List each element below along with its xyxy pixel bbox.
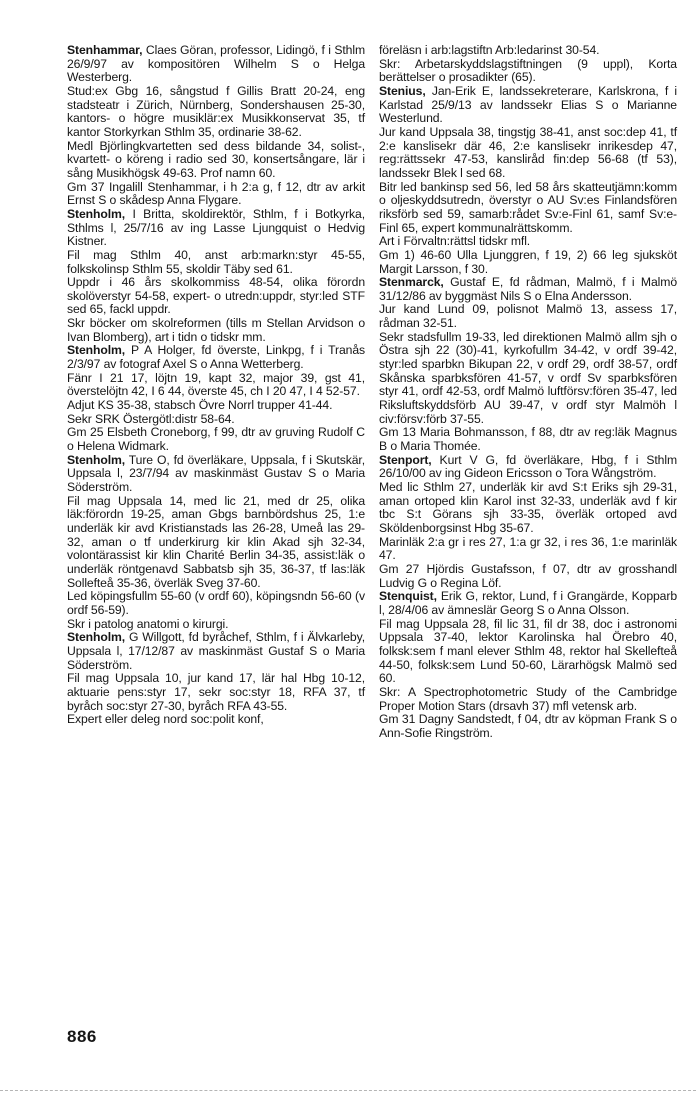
scan-edge-divider (0, 1090, 696, 1091)
entry-heading-paragraph (379, 85, 677, 126)
entry-paragraph: Gm 1) 46-60 Ulla Ljunggren, f 19, 2) 66 leg sjuksköt Margit Larsson, f 30. (379, 247, 677, 276)
entry-paragraph: Gm 31 Dagny Sandstedt, f 04, dtr av köpman Frank S o Ann-Sofie Ringström. (379, 712, 677, 740)
entry-paragraph: Sekr stadsfullm 19-33, led direktionen Malmö allm sjh o Östra sjh 22 (30)-41, kyrkofullm 34-42, v ordf 39-42, styr:led sparbkn Bikupan 22, v ordf 29, ordf 38-57, ordf Skånska sparbksfören 41-57, v ordf Sv sparbksfören styr 41, ordf 42-53, ordf Malmö luftförsv:fören 35-47, led Riksluftskyddsförb AU 39-47, v ordf styr Malmöh l civ:försv:förb 37-55. (379, 329, 677, 426)
entry-paragraph: Skr böcker om skolreformen (tills m Stellan Arvidson o Ivan Blomberg), art i tidn o tidskr mm. (67, 316, 365, 344)
left-column (67, 44, 365, 727)
entry-heading-paragraph (67, 344, 365, 371)
entry-heading-paragraph (379, 454, 677, 481)
entry-description: I Britta, skoldirektör, Sthlm, f i Botkyrka, Sthlms l, 25/7/16 av ing Lasse Ljungquist o Hedvig Kistner. (67, 206, 365, 249)
entry-surname: Stenmarck, (379, 275, 444, 290)
entry-paragraph: Jur kand Uppsala 38, tingstjg 38-41, anst soc:dep 41, tf 2:e kanslisekr där 46, 2:e kanslisekr inrikesdep 47, reg:rättssekr 47-53, kansliråd fin:dep 56-68 (tf 53), landssekr Blek l sed 68. (379, 124, 677, 180)
entry-paragraph: Marinläk 2:a gr i res 27, 1:a gr 32, i res 36, 1:e marinläk 47. (379, 534, 677, 563)
entry-surname: Stenholm, (67, 206, 126, 221)
entry-paragraph: Sekr SRK Östergötl:distr 58-64. (67, 411, 235, 426)
entry-heading-paragraph (379, 276, 677, 303)
entry-heading-paragraph (67, 44, 365, 85)
entry-heading-paragraph (67, 208, 365, 249)
entry-paragraph: Uppdr i 46 års skolkommiss 48-54, olika förordn skolöverstyr 54-58, expert- o utredn:uppdr, styr:led STF sed 65, fackl uppdr. (67, 275, 365, 317)
entry-paragraph: Fil mag Uppsala 14, med lic 21, med dr 25, olika läk:förordn 19-25, aman Gbgs barnbördshus 25, 1:e underläk kir avd Kristianstads las 26-28, Umeå las 29-32, aman o tf underkirurg kir klin Akad sjh 32-34, volontärassist kir klin Charité Berlin 34-35, assist:läk o underläk röntgenavd Sabbatsb sjh 35, 36-37, tf las:läk Sollefteå 35-36, överläk Sveg 37-60. (67, 493, 365, 590)
entry-paragraph: Fil mag Uppsala 28, fil lic 31, fil dr 38, doc i astronomi Uppsala 37-40, lektor Karolinska hal Örebro 40, folksk:sem f manl elever Sthlm 48, rektor hal Skellefteå 44-50, folksk:sem Lund 50-60, Lärarhögsk Malmö sed 60. (379, 616, 677, 686)
entry-paragraph: Medl Björlingkvartetten sed dess bildande 34, solist-, kvartett- o köreng i radio sed 30, konsertsångare, lär i sång Musikhögsk 49-63. Prof namn 60. (67, 138, 365, 180)
entry-paragraph: Gm 13 Maria Bohmansson, f 88, dtr av reg:läk Magnus B o Maria Thomée. (379, 425, 677, 454)
page-number: 886 (67, 1027, 97, 1046)
entry-paragraph: Gm 25 Elsbeth Croneborg, f 99, dtr av gruving Rudolf C o Helena Widmark. (67, 425, 365, 454)
entry-surname: Stenport, (379, 452, 432, 467)
entry-paragraph: föreläsn i arb:lagstiftn Arb:ledarinst 30-54. (379, 43, 600, 57)
entry-paragraph: Gm 27 Hjördis Gustafsson, f 07, dtr av grosshandl Ludvig G o Regina Löf. (379, 561, 677, 590)
entry-surname: Stenholm, (67, 630, 126, 645)
entry-paragraph: Skr: A Spectrophotometric Study of the Cambridge Proper Motion Stars (drsavh 37) mfl vetensk arb. (379, 684, 677, 713)
entry-description: Gustaf E, fd rådman, Malmö, f i Malmö 31/12/86 av byggmäst Nils S o Elna Andersson. (379, 275, 677, 303)
entry-description: Jan-Erik E, landssekreterare, Karlskrona, f i Karlstad 25/9/13 av landssekr Elias S o Marianne Westerlund. (379, 83, 677, 126)
entry-description: Claes Göran, professor, Lidingö, f i Sthlm 26/9/97 av kompositören Wilhelm S o Helga Westerberg. (67, 43, 365, 85)
entry-description: Ture O, fd överläkare, Uppsala, f i Skutskär, Uppsala l, 23/7/94 av maskinmäst Gustav S o Maria Söderström. (67, 452, 365, 494)
entry-description: Erik G, rektor, Lund, f i Grangärde, Kopparb l, 28/4/06 av ämneslär Georg S o Anna Olsson. (379, 589, 677, 617)
entry-paragraph: Expert eller deleg nord soc:polit konf, (67, 712, 264, 727)
entry-paragraph: Gm 37 Ingalill Stenhammar, i h 2:a g, f 12, dtr av arkit Ernst S o skådesp Anna Flygare. (67, 179, 365, 208)
entry-description: G Willgott, fd byråchef, Sthlm, f i Älvkarleby, Uppsala l, 17/12/87 av maskinmäst Gustaf S o Maria Söderström. (67, 630, 365, 672)
entry-heading-paragraph (67, 631, 365, 672)
entry-surname: Stenquist, (379, 589, 437, 604)
entry-paragraph: Jur kand Lund 09, polisnot Malmö 13, assess 17, rådman 32-51. (379, 302, 677, 331)
entry-paragraph: Med lic Sthlm 27, underläk kir avd S:t Eriks sjh 29-31, aman ortoped klin Karol inst 32-33, underläk avd f kir tbc S:t Görans sjh 33-35, överläk ortoped avd Sköldenborgsinst Hbg 35-67. (379, 480, 677, 535)
entry-surname: Stenholm, (67, 452, 126, 467)
entry-paragraph: Skr i patolog anatomi o kirurgi. (67, 616, 229, 631)
entry-paragraph: Led köpingsfullm 55-60 (v ordf 60), köpingsndn 56-60 (v ordf 56-59). (67, 589, 365, 617)
entry-paragraph: Bitr led bankinsp sed 56, led 58 års skatteutjämn:komm o oljeskyddsutredn, överstyr o AU Sv:es Finlandsfören riksförb sed 59, samarb:rådet Sv:e-Finl 61, samf Sv:e-Finl 65, expert kommunalrättskomm. (379, 179, 677, 235)
entry-paragraph: Art i Förvaltn:rättsl tidskr mfl. (379, 234, 531, 249)
right-column (379, 44, 677, 740)
entry-paragraph: Fil mag Sthlm 40, anst arb:markn:styr 45-55, folkskolinsp Sthlm 55, skoldir Täby sed 61. (67, 247, 365, 276)
entry-heading-paragraph (67, 454, 365, 495)
entry-surname: Stenhammar, (67, 43, 143, 57)
entry-paragraph: Fil mag Uppsala 10, jur kand 17, lär hal Hbg 10-12, aktuarie pens:styr 17, sekr soc:styr 18, RFA 37, tf byråch soc:styr 27-30, byråch RFA 43-55. (67, 671, 365, 713)
entry-surname: Stenius, (379, 83, 426, 98)
entry-description: P A Holger, fd överste, Linkpg, f i Tranås 2/3/97 av fotograf Axel S o Anna Wetterberg. (67, 343, 365, 372)
entry-paragraph: Stud:ex Gbg 16, sångstud f Gillis Bratt 20-24, eng stadsteatr i Zürich, Nürnberg, Sondershausen 25-30, kantors- o högre musiklär:ex Musikkonservat 35, tf kantor Storkyrkan Sthlm 35, ordinarie 38-62. (67, 83, 365, 139)
entry-description: Kurt V G, fd överläkare, Hbg, f i Sthlm 26/10/00 av ing Gideon Ericsson o Tora Wångström. (379, 452, 677, 481)
entry-surname: Stenholm, (67, 343, 126, 358)
entry-paragraph: Adjut KS 35-38, stabsch Övre Norrl trupper 41-44. (67, 398, 333, 413)
entry-paragraph: Skr: Arbetarskyddslagstiftningen (9 uppl), Korta berättelser o prosadikter (65). (379, 56, 677, 85)
entry-heading-paragraph (379, 590, 677, 617)
entry-paragraph: Fänr I 21 17, löjtn 19, kapt 32, major 39, gst 41, överstelöjtn 42, I 6 44, överste 45, ch I 20 47, I 4 52-57. (67, 370, 365, 399)
